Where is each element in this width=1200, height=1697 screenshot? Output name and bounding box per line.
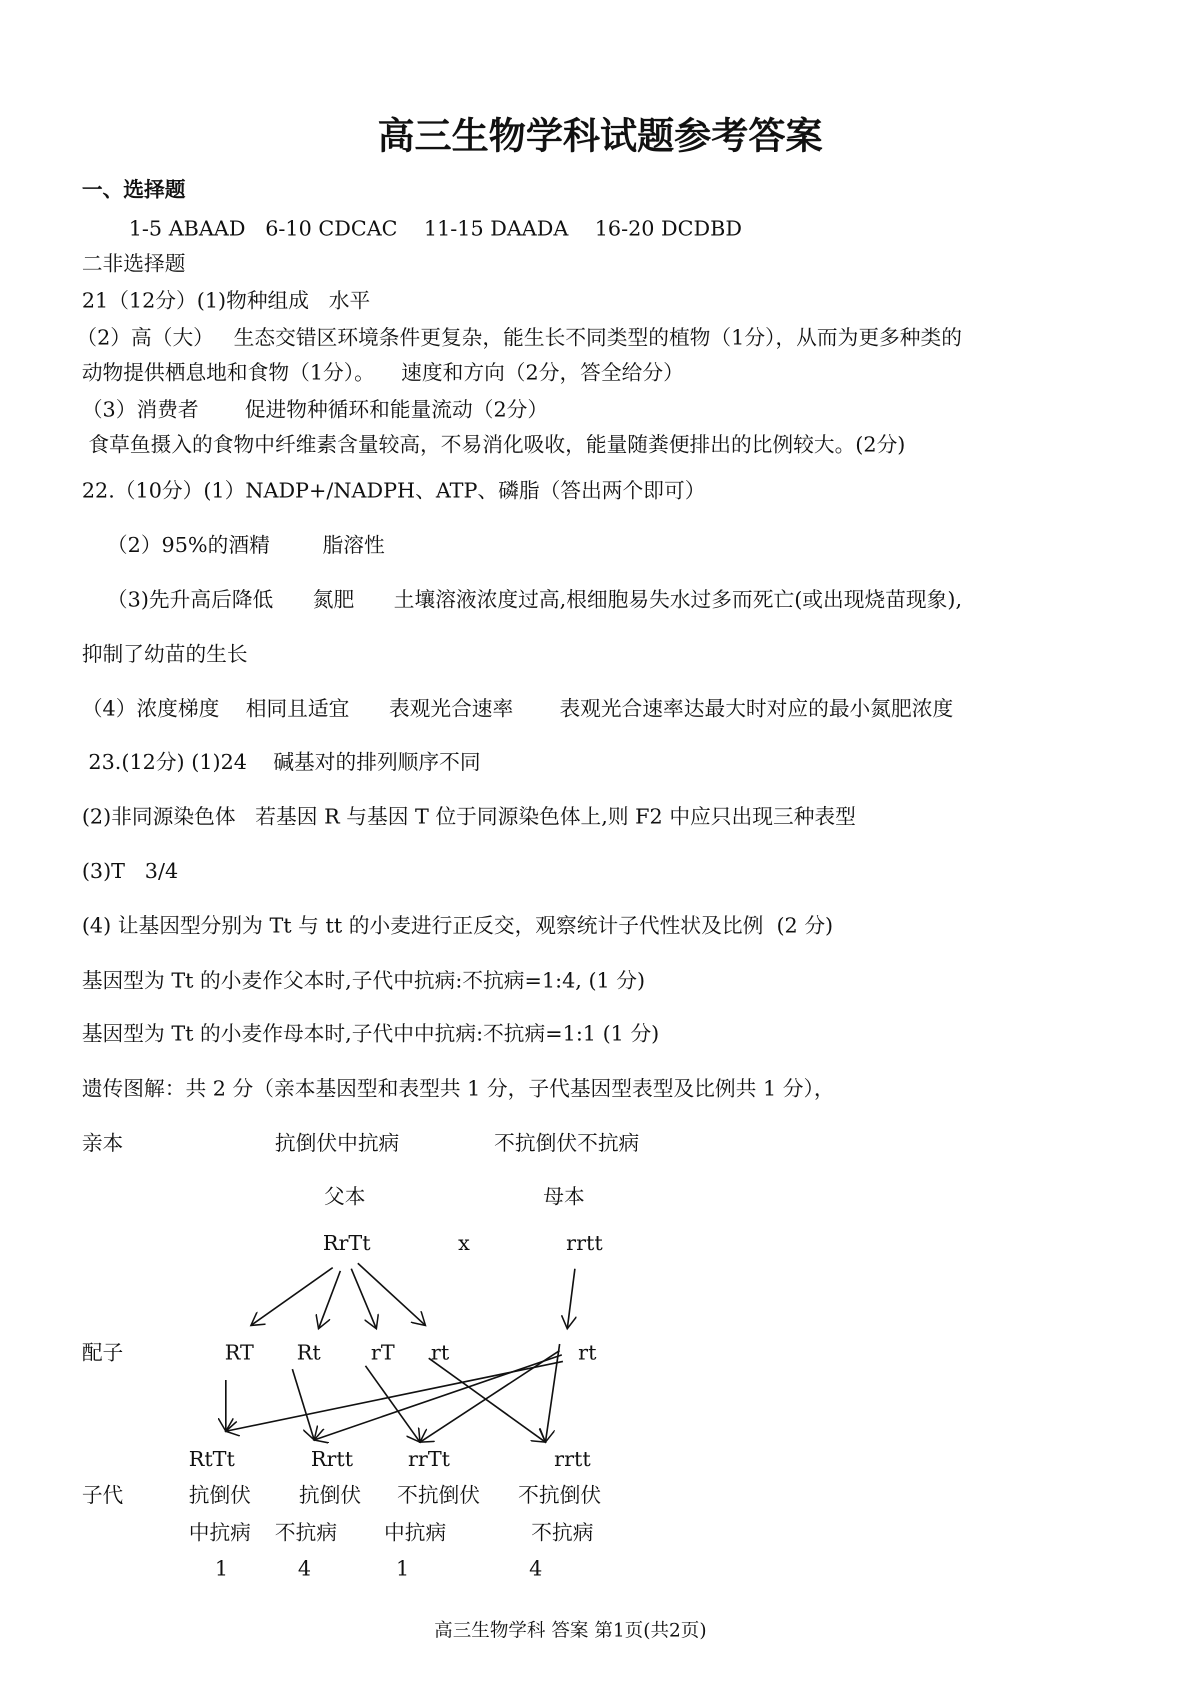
q23-line: 23.(12分) (1)24 碱基对的排列顺序不同 [81,750,481,775]
q21-line: 21（12分）(1)物种组成 水平 [81,289,371,314]
page-footer: 高三生物学科 答案 第1页(共2页) [434,1619,707,1642]
arrow [358,1263,426,1325]
q22-line: 抑制了幼苗的生长 [81,642,248,667]
gamete: rT [370,1340,395,1365]
mother-label: 母本 [543,1184,585,1209]
section-heading-choice: 一、选择题 [81,177,186,202]
q21-line: 食草鱼摄入的食物中纤维素含量较高，不易消化吸收，能量随粪便排出的比例较大。(2分) [81,433,906,458]
q22-line: （2）95%的酒精 脂溶性 [106,533,385,558]
offspring-ratio: 1 [395,1556,410,1581]
offspring-genotype: rrtt [554,1447,591,1472]
cross-symbol: x [458,1231,470,1256]
q22-line: 22.（10分）(1）NADP+/NADPH、ATP、磷脂（答出两个即可） [81,478,706,503]
q23-line: 遗传图解：共 2 分（亲本基因型和表型共 1 分，子代基因型表型及比例共 1 分）， [81,1076,835,1101]
gamete: rt [430,1340,450,1365]
offspring-genotype: Rrtt [310,1447,354,1472]
q22-line: （3)先升高后降低 氮肥 土壤溶液浓度过高,根细胞易失水过多而死亡(或出现烧苗现象), [106,587,963,612]
mother-gamete: rt [578,1340,597,1365]
offspring-ratio: 1 [214,1556,229,1581]
parent1-phenotype: 抗倒伏中抗病 [274,1131,400,1156]
q21-line: 动物提供栖息地和食物（1分）。 速度和方向（2分，答全给分） [81,361,684,386]
offspring-trait: 不抗病 [531,1520,594,1545]
offspring-genotype: RtTt [188,1447,235,1472]
gamete: RT [224,1340,254,1365]
offspring-ratio: 4 [297,1556,312,1581]
q21-line: （2）高（大） 生态交错区环境条件更复杂，能生长不同类型的植物（1分），从而为更多种类的 [76,326,962,351]
offspring-label: 子代 [81,1483,124,1508]
parent-label: 亲本 [81,1131,124,1156]
section-heading-nonchoice: 二非选择题 [81,251,186,276]
offspring-trait: 抗倒伏 [298,1483,362,1508]
offspring-trait: 不抗病 [274,1520,338,1545]
page-title: 高三生物学科试题参考答案 [377,114,823,159]
offspring-trait: 抗倒伏 [188,1483,251,1508]
q23-line: (2)非同源染色体 若基因 R 与基因 T 位于同源染色体上,则 F2 中应只出现三种表型 [81,805,856,830]
parent2-phenotype: 不抗倒伏不抗病 [494,1131,640,1156]
arrow [251,1268,333,1326]
arrow [319,1271,341,1329]
offspring-ratio: 4 [529,1556,543,1581]
gamete: Rt [296,1340,321,1365]
q23-line: (3)T 3/4 [81,859,179,884]
q23-line: 基因型为 Tt 的小麦作父本时,子代中抗病:不抗病=1:4, (1 分) [81,968,646,993]
gamete-label: 配子 [81,1340,124,1365]
offspring-trait: 不抗倒伏 [397,1483,481,1508]
arrow [567,1269,575,1329]
arrow [365,1366,420,1442]
choice-answers: 1-5 ABAAD 6-10 CDCAC 11-15 DAADA 16-20 DCDBD [128,217,743,242]
offspring-trait: 不抗倒伏 [518,1483,602,1508]
arrow [292,1369,314,1440]
q23-line: (4) 让基因型分别为 Tt 与 tt 的小麦进行正反交，观察统计子代性状及比例 (2 分) [81,914,834,939]
father-label: 父本 [323,1184,366,1209]
parent1-genotype: RrTt [322,1231,371,1256]
q21-line: （3）消费者 促进物种循环和能量流动（2分） [81,398,549,423]
q23-line: 基因型为 Tt 的小麦作母本时,子代中中抗病:不抗病=1:1 (1 分) [81,1022,660,1047]
q22-line: （4）浓度梯度 相同且适宜 表观光合速率 表观光合速率达最大时对应的最小氮肥浓度 [81,697,954,722]
offspring-genotype: rrTt [407,1447,450,1472]
offspring-trait: 中抗病 [188,1520,251,1545]
offspring-trait: 中抗病 [383,1520,447,1545]
parent2-genotype: rrtt [566,1231,603,1256]
